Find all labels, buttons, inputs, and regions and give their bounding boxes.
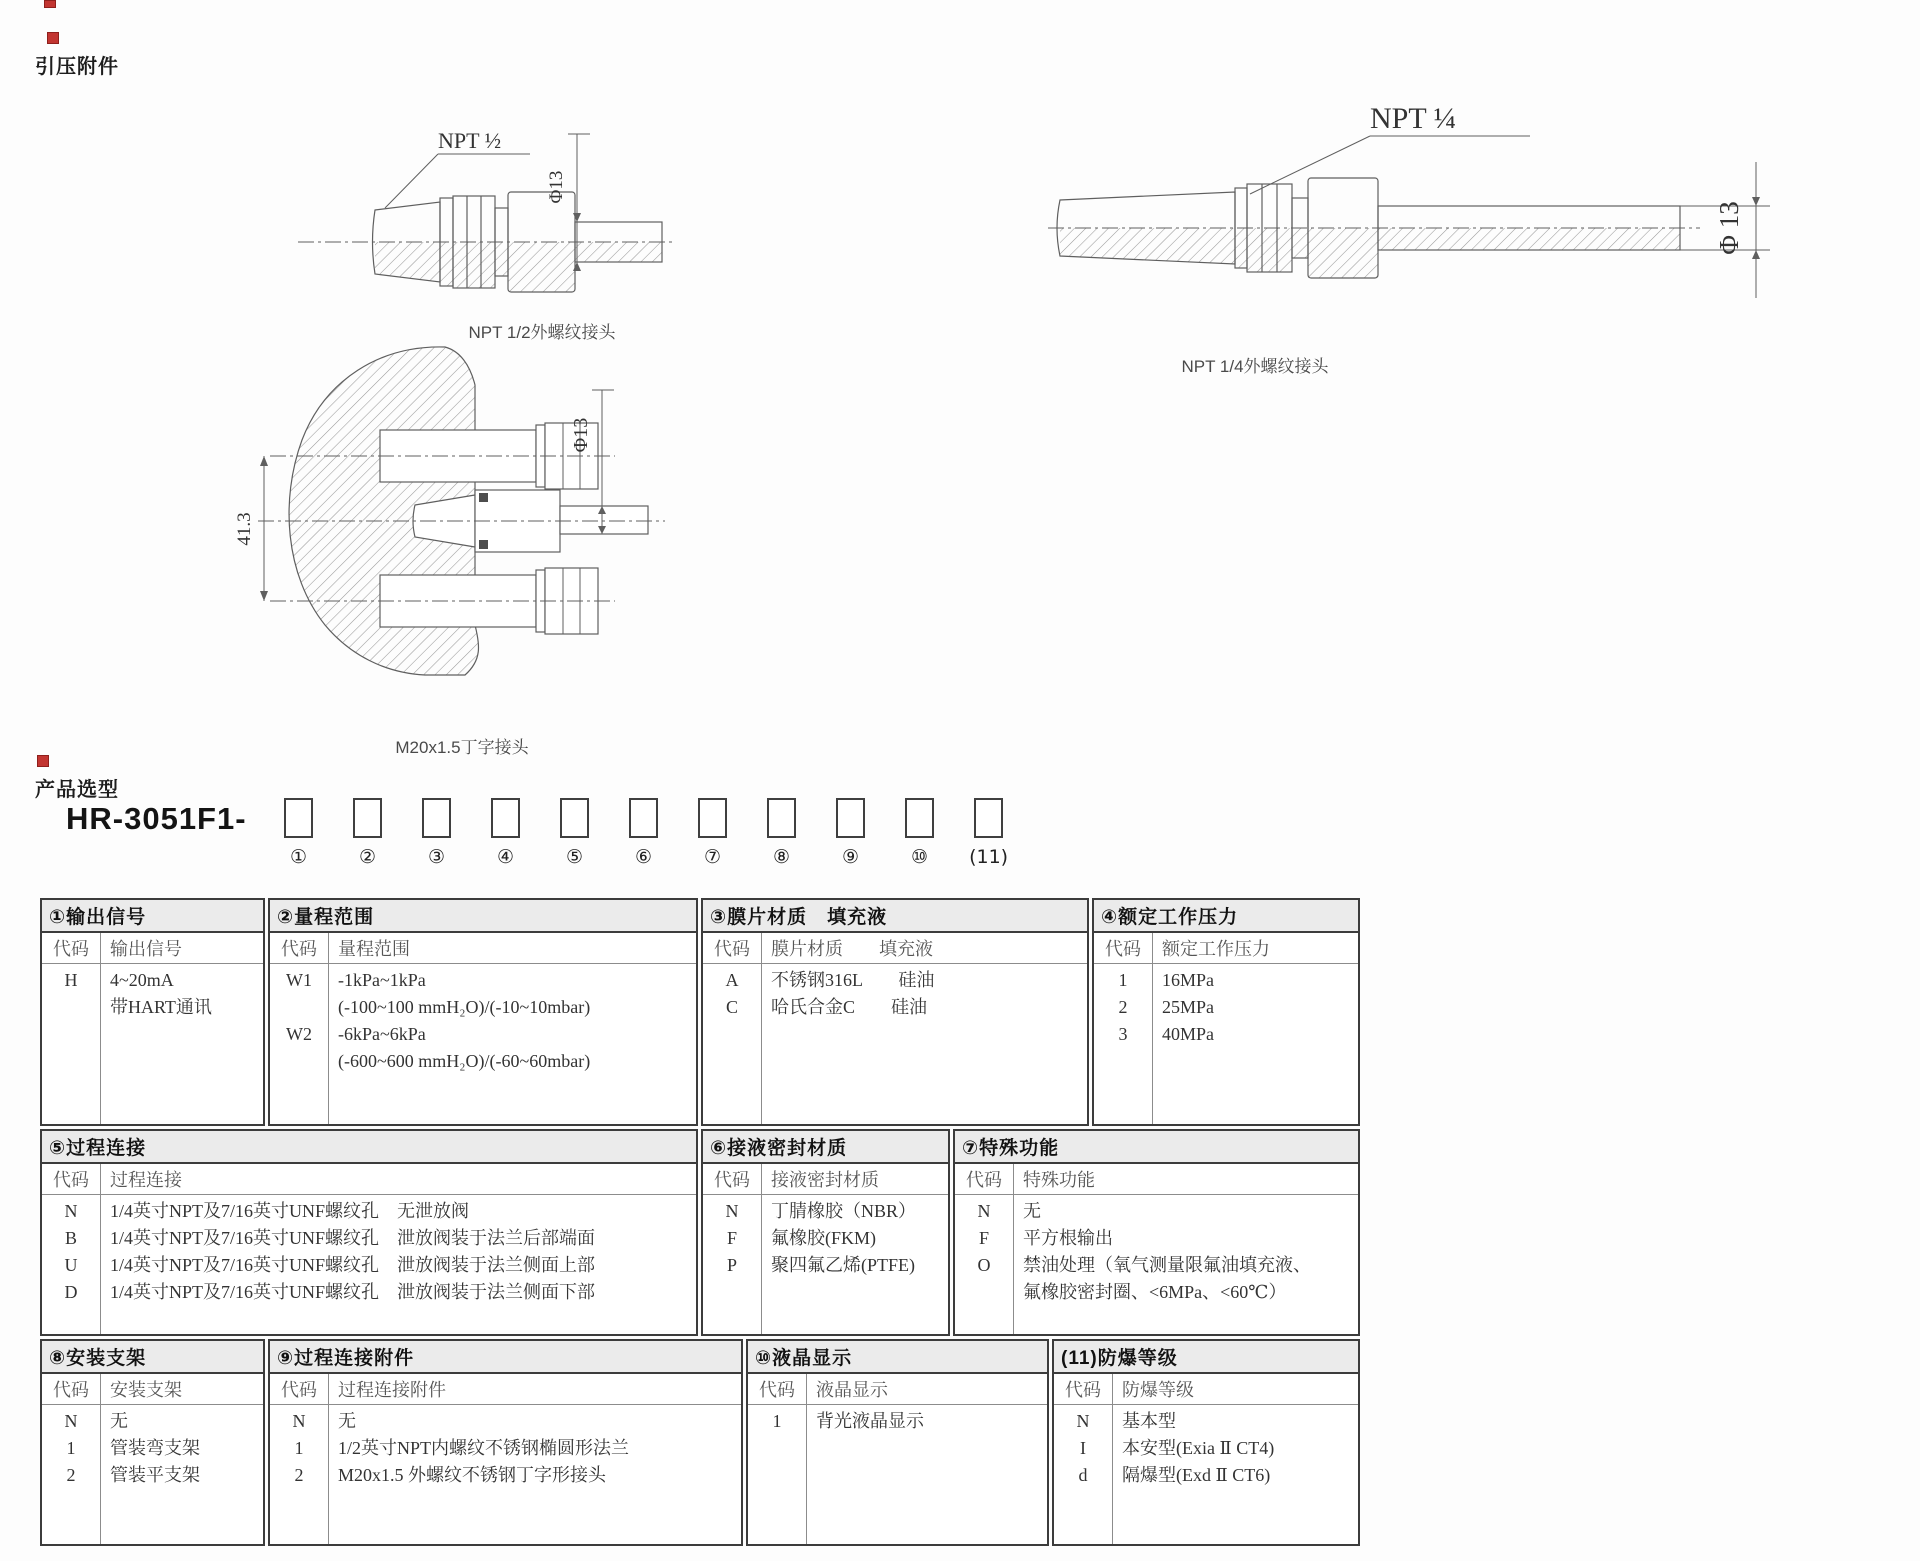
model-prefix: HR-3051F1- [66, 801, 247, 836]
column-headers: 代码 额定工作压力 [1094, 933, 1358, 964]
model-code-box [491, 798, 520, 838]
section-rows [703, 1195, 948, 1279]
column-headers: 代码 防爆等级 [1054, 1374, 1358, 1405]
section-body [42, 1164, 696, 1334]
table-row: O 禁油处理（氧气测量限氟油填充液、 [977, 1255, 1311, 1275]
position-number: ① [290, 846, 308, 868]
table-section-lcd-display [746, 1339, 1049, 1546]
table-row: 2 M20x1.5 外螺纹不锈钢丁字形接头 [294, 1465, 607, 1485]
model-code-box [629, 798, 658, 838]
table-row: 1 1/2英寸NPT内螺纹不锈钢椭圆形法兰 [294, 1438, 630, 1458]
model-position-slot [283, 798, 315, 868]
npt-quarter-caption: NPT 1/4外螺纹接头 [1181, 357, 1329, 376]
position-number: ② [359, 846, 377, 868]
column-headers: 代码 膜片材质 填充液 [703, 933, 1087, 964]
m20-tee-fitting-drawing [230, 325, 670, 745]
npt-half-diameter-dim: Φ13 [546, 170, 567, 204]
m20-tee-caption: M20x1.5丁字接头 [395, 738, 529, 757]
column-headers: 代码 液晶显示 [748, 1374, 1047, 1405]
model-position-slot [628, 798, 660, 868]
table-row: D 1/4英寸NPT及7/16英寸UNF螺纹孔 泄放阀装于法兰侧面下部 [64, 1282, 596, 1302]
section-title: ⑩液晶显示 [748, 1341, 1047, 1374]
table-row: 3 40MPa [1118, 1024, 1215, 1044]
table-row: C 哈氏合金C 硅油 [725, 997, 928, 1017]
section-body [270, 1374, 741, 1544]
table-section-special-function [953, 1129, 1360, 1336]
table-section-output-signal [40, 898, 265, 1126]
selection-table-band-1 [40, 898, 1360, 1126]
position-number: ⑤ [566, 846, 584, 868]
section-body [955, 1164, 1358, 1334]
table-row: N 无 [977, 1201, 1041, 1221]
table-section-process-connection [40, 1129, 698, 1336]
model-code-box [974, 798, 1003, 838]
npt-quarter-fitting-drawing [1040, 70, 1780, 320]
model-position-slots [283, 798, 1009, 868]
model-position-slot [969, 798, 1009, 868]
section-rows [42, 1195, 696, 1306]
model-position-slot [421, 798, 453, 868]
position-number: ⑥ [635, 846, 653, 868]
selection-table-band-3 [40, 1339, 1360, 1546]
table-section-connection-accessory [268, 1339, 743, 1546]
model-position-slot [904, 798, 936, 868]
section-body [42, 933, 263, 1124]
table-row: 带HART通讯 [110, 997, 212, 1017]
position-number: ④ [497, 846, 515, 868]
section-body [42, 1374, 263, 1544]
npt-half-thread-label: NPT ½ [438, 128, 502, 153]
position-number: ⑩ [911, 846, 929, 868]
table-section-diaphragm-fill [701, 898, 1089, 1126]
table-row: (-100~100 mmH₂O)/(-10~10mbar) [338, 997, 591, 1017]
table-row: N 1/4英寸NPT及7/16英寸UNF螺纹孔 无泄放阀 [64, 1201, 470, 1221]
section-rows [1094, 964, 1358, 1048]
section-rows [703, 964, 1087, 1021]
section-title: (11)防爆等级 [1054, 1341, 1358, 1374]
table-row: P 聚四氟乙烯(PTFE) [726, 1255, 915, 1275]
section-body [1094, 933, 1358, 1124]
npt-quarter-diameter-dim: Φ 13 [1714, 201, 1744, 255]
model-position-slot [835, 798, 867, 868]
section-title: ②量程范围 [270, 900, 696, 933]
table-row: N 基本型 [1076, 1411, 1176, 1431]
table-section-explosion-proof [1052, 1339, 1360, 1546]
position-number: ③ [428, 846, 446, 868]
product-selection-heading: 产品选型 [35, 779, 119, 801]
position-number: ⑨ [842, 846, 860, 868]
section-rows [1054, 1405, 1358, 1489]
table-row: 1 背光液晶显示 [772, 1411, 924, 1431]
table-row: d 隔爆型(Exd Ⅱ CT6) [1078, 1465, 1271, 1485]
section-marker-icon [37, 755, 49, 767]
table-row: W2 -6kPa~6kPa [286, 1024, 426, 1044]
m20-diameter-dim: Φ13 [570, 417, 592, 453]
table-row: N 丁腈橡胶（NBR） [725, 1201, 917, 1221]
model-position-slot [766, 798, 798, 868]
column-headers: 代码 过程连接 [42, 1164, 696, 1195]
column-headers: 代码 输出信号 [42, 933, 263, 964]
table-row: (-600~600 mmH₂O)/(-60~60mbar) [338, 1051, 591, 1071]
table-row: 1 16MPa [1118, 970, 1215, 990]
table-section-range [268, 898, 698, 1126]
table-row: 1 管装弯支架 [66, 1438, 200, 1458]
table-row: F 平方根输出 [978, 1228, 1113, 1248]
table-row: 2 管装平支架 [66, 1465, 200, 1485]
npt-half-caption: NPT 1/2外螺纹接头 [468, 323, 616, 342]
section-rows [748, 1405, 1047, 1435]
selection-table-band-2 [40, 1129, 1360, 1336]
table-row: W1 -1kPa~1kPa [286, 970, 426, 990]
table-row: 2 25MPa [1118, 997, 1215, 1017]
section-rows [270, 964, 696, 1075]
model-code-box [905, 798, 934, 838]
section-title: ⑤过程连接 [42, 1131, 696, 1164]
table-row: H 4~20mA [64, 970, 174, 990]
npt-quarter-thread-label: NPT ¼ [1370, 102, 1457, 135]
section-rows [270, 1405, 741, 1489]
column-headers: 代码 过程连接附件 [270, 1374, 741, 1405]
position-number: (11) [969, 846, 1009, 868]
section-body [1054, 1374, 1358, 1544]
npt-half-fitting-drawing [290, 92, 680, 332]
table-row: I 本安型(Exia Ⅱ CT4) [1080, 1438, 1275, 1458]
model-position-slot [352, 798, 384, 868]
m20-height-dim: 41.3 [234, 512, 255, 546]
position-number: ⑧ [773, 846, 791, 868]
column-headers: 代码 特殊功能 [955, 1164, 1358, 1195]
section-body [703, 1164, 948, 1334]
model-position-slot [490, 798, 522, 868]
table-section-rated-pressure [1092, 898, 1360, 1126]
table-section-seal-material [701, 1129, 950, 1336]
table-row: N 无 [64, 1411, 128, 1431]
column-headers: 代码 量程范围 [270, 933, 696, 964]
model-code-box [698, 798, 727, 838]
section-rows [955, 1195, 1358, 1306]
section-body [270, 933, 696, 1124]
table-row: N 无 [292, 1411, 356, 1431]
model-code-box [767, 798, 796, 838]
section-title: ⑦特殊功能 [955, 1131, 1358, 1164]
table-row: F 氟橡胶(FKM) [726, 1228, 877, 1248]
table-row: 氟橡胶密封圈、<6MPa、<60℃） [1023, 1282, 1287, 1302]
model-code-box [422, 798, 451, 838]
model-code-box [284, 798, 313, 838]
section-title: ①输出信号 [42, 900, 263, 933]
section-body [748, 1374, 1047, 1544]
model-code-row [66, 798, 1009, 868]
position-number: ⑦ [704, 846, 722, 868]
table-row: U 1/4英寸NPT及7/16英寸UNF螺纹孔 泄放阀装于法兰侧面上部 [64, 1255, 596, 1275]
section-title: ④额定工作压力 [1094, 900, 1358, 933]
section-body [703, 933, 1087, 1124]
section-marker-icon [44, 0, 56, 8]
section-title: ⑨过程连接附件 [270, 1341, 741, 1374]
section-title: ③膜片材质 填充液 [703, 900, 1087, 933]
pressure-fittings-heading: 引压附件 [35, 56, 119, 78]
column-headers: 代码 安装支架 [42, 1374, 263, 1405]
table-section-mounting-bracket [40, 1339, 265, 1546]
section-rows [42, 1405, 263, 1489]
model-position-slot [697, 798, 729, 868]
table-row: B 1/4英寸NPT及7/16英寸UNF螺纹孔 泄放阀装于法兰后部端面 [64, 1228, 596, 1248]
column-headers: 代码 接液密封材质 [703, 1164, 948, 1195]
section-rows [42, 964, 263, 1021]
section-marker-icon [47, 32, 59, 44]
model-position-slot [559, 798, 591, 868]
section-title: ⑧安装支架 [42, 1341, 263, 1374]
model-code-box [836, 798, 865, 838]
table-row: A 不锈钢316L 硅油 [725, 970, 935, 990]
model-code-box [353, 798, 382, 838]
model-code-box [560, 798, 589, 838]
section-title: ⑥接液密封材质 [703, 1131, 948, 1164]
